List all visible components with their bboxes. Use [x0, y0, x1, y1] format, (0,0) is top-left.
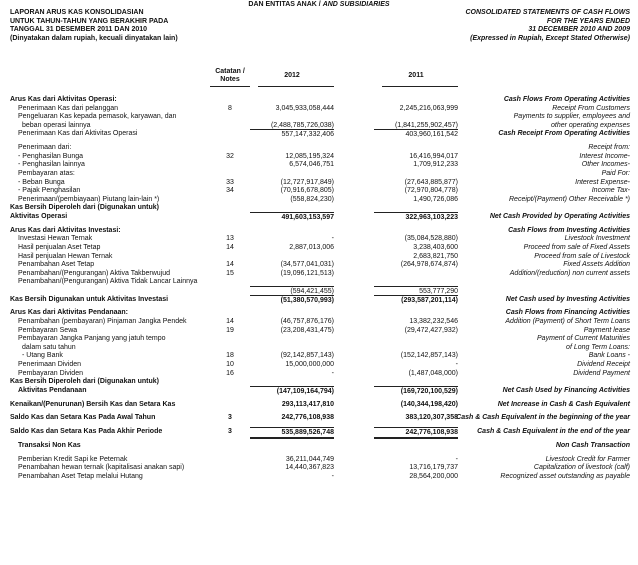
statement-row [0, 129, 638, 138]
title-id-line-1: LAPORAN ARUS KAS KONSOLIDASIAN [10, 9, 144, 16]
row-value-2012: (46,757,876,176) [280, 318, 334, 325]
row-label-en: Cash Flows from Investing Activities [508, 226, 630, 234]
title-id-line-3: TANGGAL 31 DESEMBER 2011 DAN 2010 [10, 26, 148, 33]
row-value-2011: (27,643,885,877) [404, 178, 458, 186]
row-value-2012: - [331, 369, 334, 377]
title-block-id [10, 9, 290, 43]
row-value-2011: 2,683,821,750 [413, 252, 458, 260]
row-value-2012: (2,488,785,726,038) [270, 121, 334, 129]
row-label-id: Transaksi Non Kas [18, 442, 81, 449]
row-value-2011: 13,716,179,737 [409, 464, 458, 472]
row-label-id: Penerimaan Kas dari pelanggan [18, 104, 119, 112]
row-label-en: Cash & Cash Equivalent in the end of the year [477, 428, 630, 436]
row-value-2012: 14,440,367,823 [285, 464, 334, 472]
row-label-id: beban operasi lainnya [22, 121, 91, 129]
row-value-2012: (34,577,041,031) [280, 261, 334, 269]
row-value-2011: 242,776,108,938 [374, 427, 458, 439]
row-label-id: Penambahan/(Pengurangan) Aktiva Takberwujud [18, 269, 171, 277]
row-label-en: Proceed from sale of Livestock [534, 252, 630, 260]
title-block-en [330, 9, 630, 43]
row-note-ref: 15 [226, 269, 234, 277]
col-2011-underline [382, 86, 458, 87]
title-en-line-1: CONSOLIDATED STATEMENTS OF CASH FLOWS [465, 9, 630, 16]
row-label-en: Addition (Payment) of Short Term Loans [505, 318, 630, 325]
row-label-en: Interest Income- [579, 152, 630, 160]
row-label-en: Livestock Credit for Farmer [545, 455, 630, 463]
row-label-id: Arus Kas dari Aktivitas Operasi: [10, 96, 117, 103]
row-label-en: Cash Flows From Operating Activities [503, 96, 630, 103]
row-label-id: Kas Bersih Digunakan untuk Aktivitas Investasi [10, 295, 169, 303]
row-value-2012: - [331, 473, 334, 480]
company-heading-en: AND SUBSIDIARIES [322, 1, 390, 8]
row-label-id: Pembayaran Jangka Panjang yang jatuh tempo [18, 335, 166, 343]
row-note-ref: 10 [226, 361, 234, 368]
row-label-en: other operating expenses [551, 121, 630, 129]
row-label-en: Addition/(reduction) non current assets [509, 269, 630, 277]
row-label-en: Cash & Cash Equivalent in the beginning of the year [456, 414, 630, 422]
row-value-2011: (29,472,427,932) [404, 326, 458, 334]
row-label-en: Other Incomes- [581, 161, 630, 169]
row-note-ref: 19 [226, 326, 234, 334]
row-value-2012: (19,096,121,513) [280, 269, 334, 277]
title-en-line-3: 31 DECEMBER 2010 AND 2009 [528, 26, 630, 33]
row-note-ref: 13 [226, 235, 234, 243]
row-label-en: Income Tax- [591, 187, 630, 195]
row-value-2011: - [455, 361, 458, 368]
row-label-en: Cash Flows from Financing Activities [505, 309, 630, 317]
row-value-2012: (23,208,431,475) [280, 326, 334, 334]
row-label-id: - Penghasilan Bunga [18, 152, 83, 160]
row-label-id: Aktivitas Operasi [10, 213, 68, 220]
row-value-2011: (72,970,804,778) [404, 187, 458, 195]
row-label-id: - Utang Bank [22, 352, 63, 360]
statement-row [0, 295, 638, 304]
row-value-2011: 553,777,290 [374, 286, 458, 296]
row-value-2012: (92,142,857,143) [280, 352, 334, 360]
row-value-2011: (1,841,255,902,457) [394, 121, 458, 129]
row-label-en: Recognized asset outstanding as payable [500, 473, 630, 480]
row-note-ref: 14 [226, 261, 234, 269]
row-label-id: Saldo Kas dan Setara Kas Pada Awal Tahun [10, 414, 156, 422]
statement-row [0, 441, 638, 450]
row-label-en: Cash Receipt From Operating Activities [498, 130, 630, 138]
row-note-ref: 32 [226, 152, 234, 160]
row-label-id: Penerimaan Kas dari Aktivitas Operasi [18, 130, 138, 138]
row-note-ref: 14 [226, 244, 234, 251]
row-label-id: Penambahan Aset Tetap melalui Hutang [18, 473, 143, 480]
row-value-2012: 242,776,108,938 [281, 414, 334, 422]
row-label-id: Penerimaan dari: [18, 144, 72, 152]
row-label-id: Pemberian Kredit Sapi ke Peternak [18, 455, 128, 463]
row-value-2011: 383,120,307,358 [405, 414, 458, 422]
row-label-en: Dividend Payment [573, 369, 630, 377]
row-value-2012: 6,574,046,751 [289, 161, 334, 169]
row-note-ref: 8 [228, 104, 232, 112]
row-label-en: Net Increase in Cash & Cash Equivalent [497, 400, 630, 408]
row-label-en: Net Cash used by Investing Activities [505, 295, 630, 303]
row-label-id: Penerimaan/(pembiayaan) Piutang lain-lain *) [18, 195, 160, 203]
row-label-en: Receipt From Customers [552, 104, 630, 112]
row-value-2011: 1,709,912,233 [413, 161, 458, 169]
row-label-id: Arus Kas dari Aktivitas Investasi: [10, 226, 121, 234]
row-note-ref: 18 [226, 352, 234, 360]
row-label-id: Kenaikan/(Penurunan) Bersih Kas dan Setara Kas [10, 400, 176, 408]
row-label-id: Saldo Kas dan Setara Kas Pada Akhir Periode [10, 428, 163, 436]
statement-row [0, 472, 638, 481]
statement-row [0, 212, 638, 221]
statement-row [0, 386, 638, 395]
col-2011-header: 2011 [408, 72, 424, 79]
row-value-2012: 36,211,044,749 [285, 455, 334, 463]
statement-row [0, 427, 638, 436]
row-label-id: - Beban Bunga [18, 178, 65, 186]
row-label-id: Pembayaran Dividen [18, 369, 83, 377]
company-heading-id: DAN ENTITAS ANAK / [248, 1, 321, 8]
row-note-ref: 16 [226, 369, 234, 377]
row-label-id: Penambahan Aset Tetap [18, 261, 95, 269]
row-value-2012: (147,109,164,794) [250, 386, 334, 396]
row-value-2011: (293,587,201,114) [374, 295, 458, 305]
row-value-2012: (51,380,570,993) [250, 295, 334, 305]
row-label-en: Livestock Investment [564, 235, 630, 243]
row-label-id: Penambahan hewan ternak (kapitalisasi anakan sapi) [18, 464, 185, 472]
row-label-en: Payment lease [583, 326, 630, 334]
row-value-2011: (35,084,528,880) [404, 235, 458, 243]
row-value-2011: 1,490,726,086 [413, 195, 458, 203]
row-value-2012: 12,085,195,324 [285, 152, 334, 160]
row-label-id: Pengeluaran Kas kepada pemasok, karyawan, dan [18, 113, 177, 121]
row-value-2012: (558,824,230) [290, 195, 334, 203]
row-value-2012: (594,421,455) [250, 286, 334, 296]
row-label-id: Penerimaan Dividen [18, 361, 82, 368]
col-notes-underline [210, 86, 250, 87]
title-id-line-4: (Dinyatakan dalam rupiah, kecuali dinyatakan lain) [10, 34, 178, 42]
row-value-2011: (140,344,198,420) [400, 400, 458, 408]
row-value-2012: 2,887,013,006 [289, 244, 334, 251]
title-en-line-2: FOR THE YEARS ENDED [546, 17, 630, 25]
row-value-2011: - [455, 455, 458, 463]
row-label-en: Receipt/(Payment) Other Receivable *) [509, 195, 630, 203]
row-label-id: Pembayaran Sewa [18, 326, 78, 334]
row-label-en: Net Cash Provided by Operating Activities [489, 213, 630, 220]
row-label-en: Net Cash Used by Financing Activities [502, 386, 630, 394]
row-value-2012: 491,603,153,597 [250, 212, 334, 222]
row-label-id: Arus Kas dari Aktivitas Pendanaan: [10, 309, 129, 317]
col-2012-header: 2012 [284, 72, 300, 79]
row-value-2011: 322,963,103,223 [374, 212, 458, 222]
row-value-2011: 2,245,216,063,999 [399, 104, 458, 112]
row-label-en: Dividend Receipt [577, 361, 630, 368]
row-label-id: Aktivitas Pendanaan [18, 386, 87, 394]
row-value-2012: (70,916,678,805) [280, 187, 334, 195]
row-label-en: Interest Expense- [575, 178, 630, 186]
row-label-id: - Penghasilan lainnya [18, 161, 85, 169]
row-label-id: Kas Bersih Diperoleh dari (Digunakan untuk) [10, 204, 159, 212]
row-note-ref: 34 [226, 187, 234, 195]
row-label-en: Payments to supplier, employees and [513, 113, 630, 121]
statement-row [0, 413, 638, 422]
row-value-2011: (1,487,048,000) [408, 369, 458, 377]
row-value-2011: 13,382,232,546 [409, 318, 458, 325]
title-en-line-4: (Expressed in Rupiah, Except Stated Otherwise) [470, 34, 630, 42]
row-label-en: Payment of Current Maturities [537, 335, 630, 343]
row-value-2012: 293,113,417,810 [281, 400, 334, 408]
row-value-2012: - [331, 235, 334, 243]
row-value-2011: (264,978,674,874) [400, 261, 458, 269]
row-label-en: of Long Term Loans: [566, 343, 630, 351]
row-value-2012: 557,147,332,406 [250, 129, 334, 139]
row-value-2011: (152,142,857,143) [400, 352, 458, 360]
row-label-id: Hasil penjualan Hewan Ternak [18, 252, 113, 260]
row-note-ref: 3 [228, 414, 232, 422]
title-id-line-2: UNTUK TAHUN-TAHUN YANG BERAKHIR PADA [10, 17, 169, 25]
row-note-ref: 3 [228, 428, 232, 436]
row-label-en: Fixed Assets Addition [563, 261, 630, 269]
row-value-2011: (169,720,100,529) [374, 386, 458, 396]
row-label-id: Kas Bersih Diperoleh dari (Digunakan untuk) [10, 378, 159, 386]
row-label-en: Receipt from: [588, 144, 630, 152]
row-note-ref: 14 [226, 318, 234, 325]
row-label-en: Paid For: [601, 170, 630, 177]
row-value-2011: 3,238,403,600 [413, 244, 458, 251]
row-label-en: Capitalization of livestock (calf) [533, 464, 630, 472]
statement-row [0, 400, 638, 409]
row-value-2011: 403,960,161,542 [374, 129, 458, 139]
row-label-en: Proceed from sale of Fixed Assets [523, 244, 630, 251]
row-label-id: Pembayaran atas: [18, 170, 75, 177]
row-value-2012: 535,889,526,748 [250, 427, 334, 439]
row-label-id: dalam satu tahun [22, 343, 76, 351]
row-label-en: Bank Loans - [588, 352, 630, 360]
col-notes-header: Catatan / Notes [215, 68, 245, 83]
row-value-2012: 15,000,000,000 [285, 361, 334, 368]
company-heading [0, 0, 638, 9]
row-value-2011: 16,416,994,017 [409, 152, 458, 160]
row-value-2011: 28,564,200,000 [409, 473, 458, 480]
row-value-2012: 3,045,933,058,444 [275, 104, 334, 112]
row-note-ref: 33 [226, 178, 234, 186]
col-2012-underline [258, 86, 334, 87]
row-label-id: Penambahan/(Pengurangan) Aktiva Tidak Lancar Lainnya [18, 278, 198, 286]
row-label-id: Penambahan (pembayaran) Pinjaman Jangka Pendek [18, 318, 187, 325]
row-label-id: - Pajak Penghasilan [18, 187, 81, 195]
row-value-2012: (12,727,917,849) [280, 178, 334, 186]
row-label-id: Investasi Hewan Ternak [18, 235, 93, 243]
row-label-en: Non Cash Transaction [555, 442, 630, 449]
row-label-id: Hasil penjualan Aset Tetap [18, 244, 101, 251]
